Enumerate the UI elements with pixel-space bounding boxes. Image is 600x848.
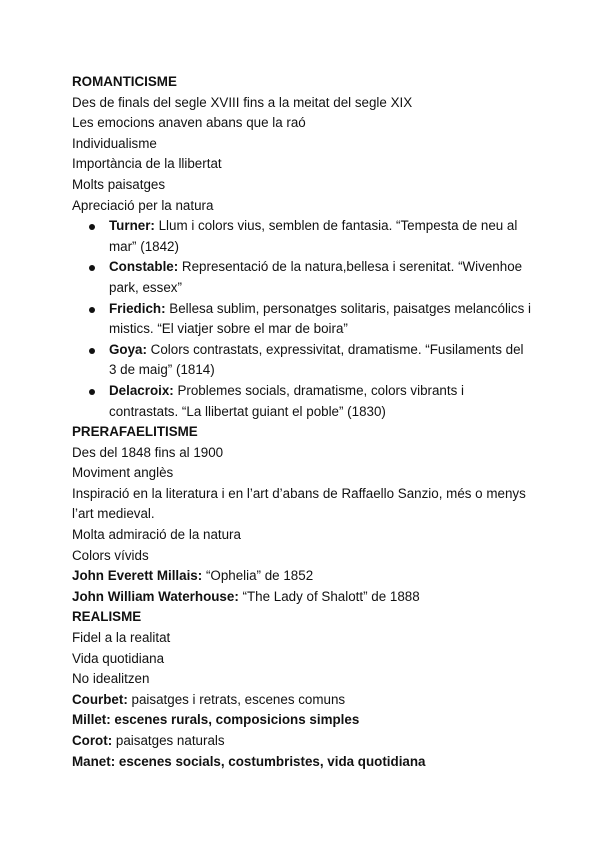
list-item [72,299,532,340]
artist-name: John Everett Millais: [72,568,203,584]
text-line: Des de finals del segle XVIII fins a la meitat del segle XIX [72,94,413,110]
list-item [72,340,532,381]
text-line: Inspiració en la literatura i en l’art d’abans de Raffaello Sanzio, més o menys l’art medieval. [72,485,526,522]
artist-name: Turner: [109,218,155,234]
list-item [72,257,532,298]
work-title: “Ophelia” de 1852 [202,568,314,584]
artist-name: Goya: [109,341,147,357]
bullet-icon [89,348,95,354]
text-line: Importància de la llibertat [72,156,222,172]
artist-line [72,752,532,773]
artist-name: Millet: [72,712,111,728]
artist-description: paisatges naturals [112,733,225,748]
text-line: Fidel a la realitat [72,630,171,646]
artist-description: paisatges i retrats, escenes comuns [127,691,346,707]
artist-description: Llum i colors vius, semblen de fantasia. “Tempesta de neu al mar” (1842) [109,218,518,254]
romanticisme-artist-list [72,216,532,422]
bullet-icon [89,224,95,230]
artist-description: Representació de la natura,bellesa i serenitat. “Wivenhoe park, essex” [109,259,523,295]
document-page [72,72,532,772]
text-line: Individualisme [72,135,157,151]
text-line: Les emocions anaven abans que la raó [72,115,306,131]
artist-name: John William Waterhouse: [72,588,239,604]
work-title: “The Lady of Shalott” de 1888 [238,588,420,604]
heading-romanticisme: ROMANTICISME [72,74,177,89]
bullet-icon [89,265,95,271]
artist-name: Constable: [109,259,179,275]
text-line: Molts paisatges [72,176,166,192]
work-line [72,587,532,608]
artist-name: Courbet: [72,691,128,707]
heading-prerafaelitisme: PRERAFAELITISME [72,424,198,440]
artist-description: escenes socials, costumbristes, vida quotidiana [115,753,426,769]
text-line: Des del 1848 fins al 1900 [72,444,224,460]
list-item [72,216,532,257]
artist-name: Friedich: [109,300,166,316]
artist-description: Bellesa sublim, personatges solitaris, paisatges melancólics i mistics. “El viatjer sobre el mar de boira” [109,300,531,337]
artist-description: escenes rurals, composicions simples [110,712,360,728]
artist-line [72,710,532,731]
artist-description: Colors contrastats, expressivitat, dramatisme. “Fusilaments del 3 de maig” (1814) [109,341,524,378]
text-line: Apreciació per la natura [72,197,214,213]
bullet-icon [89,389,95,395]
artist-description: Problemes socials, dramatisme, colors vibrants i contrastats. “La llibertat guiant el poble” (1830) [109,382,464,419]
artist-name: Corot: [72,733,113,748]
artist-name: Delacroix: [109,382,174,398]
text-line: No idealitzen [72,671,150,687]
text-line: Vida quotidiana [72,650,165,666]
artist-name: Manet: [72,753,116,769]
work-line [72,566,532,587]
text-line: Colors vívids [72,547,149,563]
heading-realisme: REALISME [72,609,142,625]
text-line: Moviment anglès [72,465,174,481]
text-line: Molta admiració de la natura [72,527,241,543]
artist-line [72,731,532,752]
list-item [72,381,532,422]
bullet-icon [89,307,95,313]
artist-line [72,690,532,711]
